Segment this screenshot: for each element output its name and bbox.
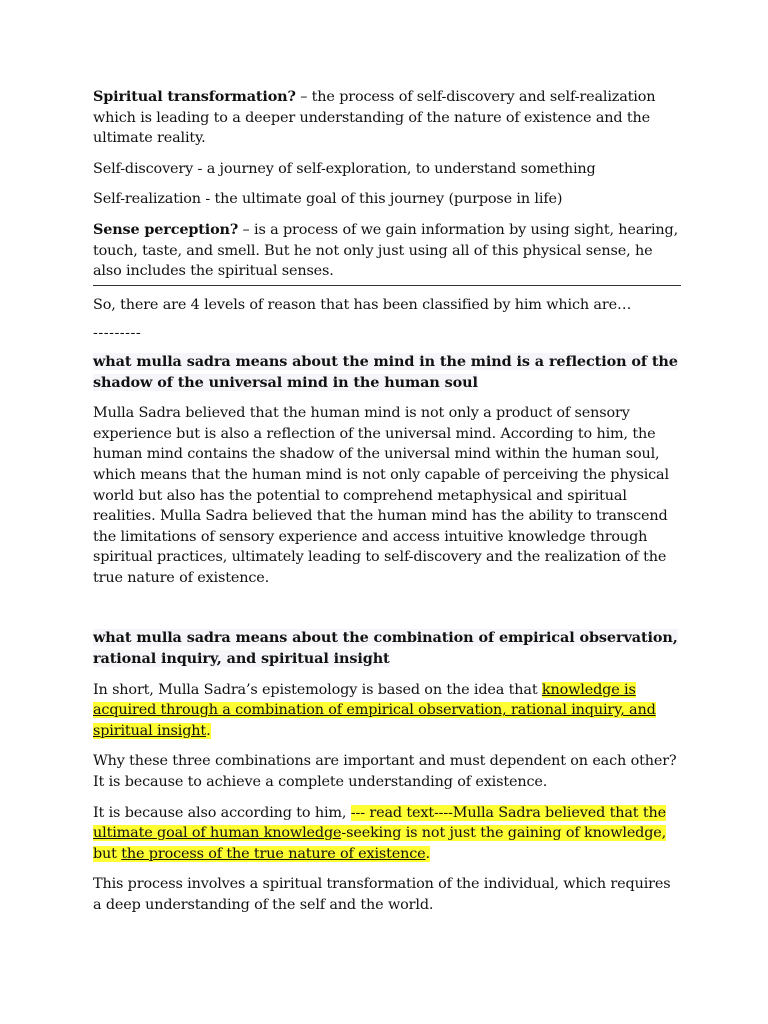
- ultimate-goal-underline-1: ultimate goal of human knowledge: [93, 825, 342, 842]
- levels-of-reason-paragraph: So, there are 4 levels of reason that has been classified by him which are…: [93, 296, 632, 313]
- epistemology-end: .: [206, 722, 211, 739]
- ultimate-goal-end: .: [425, 845, 430, 862]
- epistemology-lead: In short, Mulla Sadra’s epistemology is based on the idea that: [93, 681, 542, 698]
- mind-reflection-heading-text: what mulla sadra means about the mind in the mind is a reflection of the shadow of the universal mind in the human soul: [93, 352, 678, 391]
- mind-reflection-heading: [93, 352, 678, 393]
- sense-perception-term: Sense perception?: [93, 220, 239, 238]
- spiritual-transformation-term: Spiritual transformation?: [93, 88, 296, 105]
- epistemology-paragraph: [93, 680, 678, 742]
- combination-heading: [93, 628, 678, 669]
- ultimate-goal-underline-2: the process of the true nature of existence: [121, 845, 426, 862]
- spiritual-process-paragraph: This process involves a spiritual transformation of the individual, which requires a deep understanding of the self and the world.: [93, 876, 671, 913]
- ultimate-goal-highlight-2: -seeking is not just the gaining of knowledge, but: [93, 825, 667, 862]
- ultimate-goal-paragraph: [93, 803, 678, 865]
- dash-separator: ---------: [93, 325, 142, 342]
- sense-perception-paragraph: [93, 220, 678, 282]
- why-combinations-paragraph: Why these three combinations are important and must dependent on each other? It is because to achieve a complete understanding of existence.: [93, 753, 677, 791]
- combination-heading-text: what mulla sadra means about the combination of empirical observation, rational inquiry, and spiritual insight: [93, 629, 678, 668]
- epistemology-highlight: knowledge is acquired through a combination of empirical observation, rational inquiry, and spiritual insight: [93, 681, 656, 739]
- sense-perception-definition: – is a process of we gain information by using sight, hearing, touch, taste, and smell. But he not only just using all of this physical sense, he also includes the spiritual senses.: [93, 221, 679, 280]
- spiritual-transformation-paragraph: [93, 87, 678, 149]
- definitions-section: [93, 87, 678, 282]
- horizontal-rule: [93, 285, 681, 286]
- self-realization-paragraph: Self-realization - the ultimate goal of this journey (purpose in life): [93, 191, 563, 208]
- spiritual-transformation-definition: – the process of self-discovery and self-realization which is leading to a deeper understanding of the nature of existence and the ultimate reality.: [93, 89, 656, 147]
- ultimate-goal-highlight-1: --- read text----Mulla Sadra believed that the: [350, 804, 666, 821]
- self-discovery-paragraph: Self-discovery - a journey of self-exploration, to understand something: [93, 160, 596, 177]
- ultimate-goal-lead: It is because also according to him,: [93, 804, 351, 821]
- mind-reflection-answer: Mulla Sadra believed that the human mind is not only a product of sensory experience but is also a reflection of the universal mind. According to him, the human mind contains the shadow of the universal mind within the human soul, which means that the human mind is not only capable of perceiving the physical world but also has the potential to comprehend metaphysical and spiritual realities. Mulla Sadra believed that the human mind has the ability to transcend the limitations of sensory experience and access intuitive knowledge through spiritual practices, ultimately leading to self-discovery and the realization of the true nature of existence.: [93, 405, 669, 586]
